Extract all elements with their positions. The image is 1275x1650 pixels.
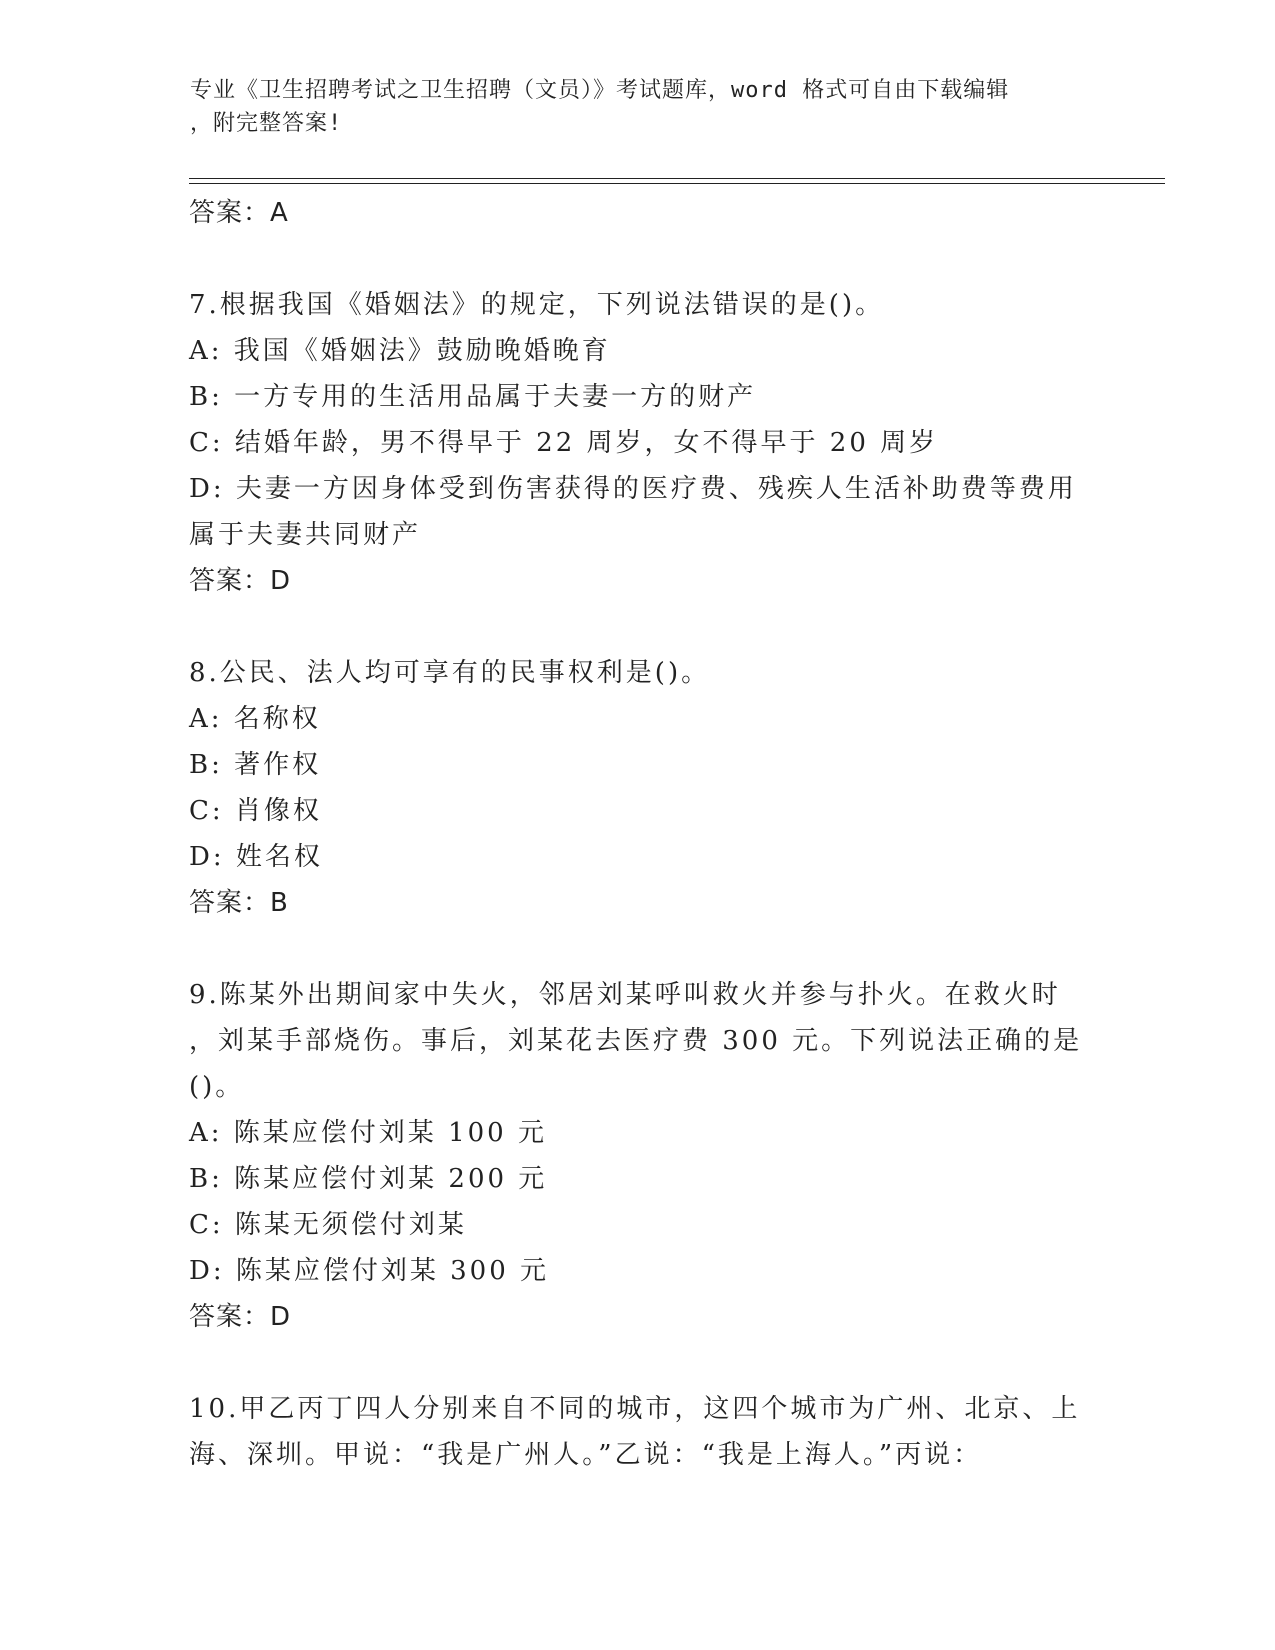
question-7-option-d-cont: 属于夫妻共同财产 (189, 520, 422, 550)
question-10 (189, 1386, 1089, 1478)
spacer (189, 604, 1089, 650)
answer-q6: 答案：A (189, 198, 289, 228)
question-9-stem-2: ，刘某手部烧伤。事后，刘某花去医疗费 300 元。下列说法正确的是 (189, 1026, 1083, 1056)
question-10-stem-1: 10.甲乙丙丁四人分别来自不同的城市，这四个城市为广州、北京、上 (189, 1394, 1081, 1424)
answer-q9: 答案：D (189, 1302, 292, 1332)
answer-q8: 答案：B (189, 888, 289, 918)
question-8-option-c: C: 肖像权 (189, 796, 322, 826)
header-divider-top (189, 178, 1165, 179)
question-8-option-d: D: 姓名权 (189, 842, 323, 872)
question-8-option-b: B: 著作权 (189, 750, 322, 780)
question-10-stem-2: 海、深圳。甲说：“我是广州人。”乙说：“我是上海人。”丙说： (189, 1440, 983, 1470)
header-line-1: 专业《卫生招聘考试之卫生招聘（文员）》考试题库，word 格式可自由下载编辑 (190, 78, 1010, 103)
question-7-option-a: A: 我国《婚姻法》鼓励晚婚晚育 (189, 336, 611, 366)
question-7-option-b: B: 一方专用的生活用品属于夫妻一方的财产 (189, 382, 757, 412)
header-line-2: ，附完整答案! (190, 111, 343, 136)
question-8-option-a: A: 名称权 (189, 704, 321, 734)
question-7 (189, 282, 1089, 604)
question-7-option-c: C: 结婚年龄，男不得早于 22 周岁，女不得早于 20 周岁 (189, 428, 939, 458)
question-9-option-a: A: 陈某应偿付刘某 100 元 (189, 1118, 547, 1148)
question-9-option-c: C: 陈某无须偿付刘某 (189, 1210, 467, 1240)
question-9-stem-1: 9.陈某外出期间家中失火，邻居刘某呼叫救火并参与扑火。在救火时 (189, 980, 1061, 1010)
spacer (189, 926, 1089, 972)
question-9-option-b: B: 陈某应偿付刘某 200 元 (189, 1164, 548, 1194)
question-content (189, 190, 1089, 1478)
spacer (189, 1340, 1089, 1386)
spacer (189, 236, 1089, 282)
question-9-stem-3: ()。 (189, 1072, 245, 1102)
question-9 (189, 972, 1089, 1340)
question-7-option-d: D: 夫妻一方因身体受到伤害获得的医疗费、残疾人生活补助费等费用 (189, 474, 1077, 504)
header-divider-bottom (189, 183, 1165, 184)
question-8 (189, 650, 1089, 926)
answer-q7: 答案：D (189, 566, 292, 596)
document-header (190, 74, 1090, 140)
question-9-option-d: D: 陈某应偿付刘某 300 元 (189, 1256, 550, 1286)
question-8-stem: 8.公民、法人均可享有的民事权利是()。 (189, 658, 711, 688)
question-7-stem: 7.根据我国《婚姻法》的规定，下列说法错误的是()。 (189, 290, 885, 320)
